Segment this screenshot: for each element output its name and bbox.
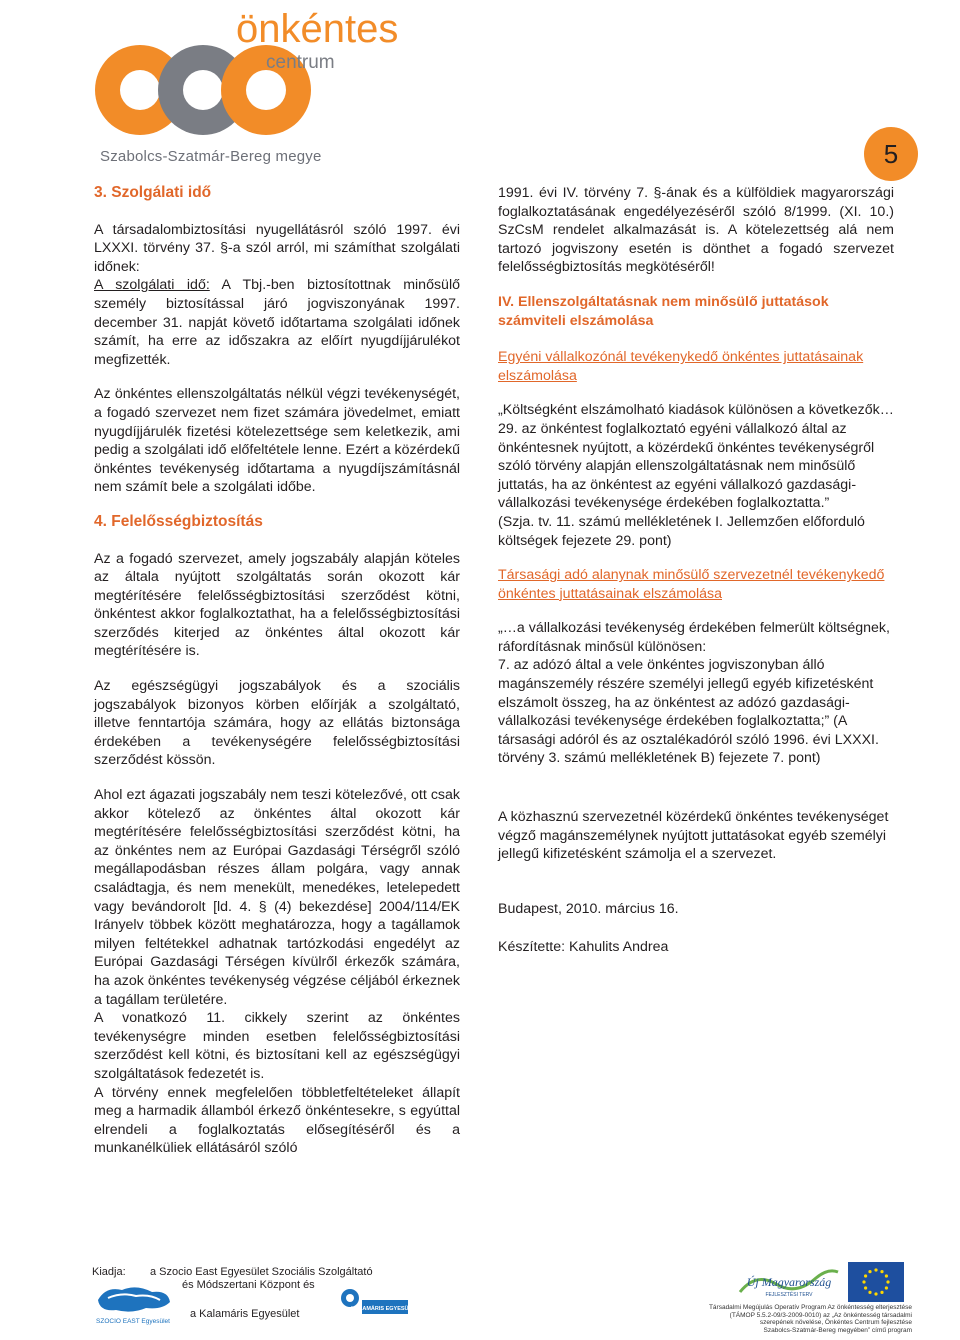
quote-tao-intro: „…a vállalkozási tevékenység érdekében felmerült költségnek, ráfordításnak minősül különösen: bbox=[498, 620, 890, 655]
publisher-line-3: a Kalamáris Egyesület bbox=[190, 1308, 300, 1320]
program-line-3: szerepének növelése, Önkéntes Centrum fejlesztése bbox=[759, 1319, 912, 1327]
section-4-paragraph-4: A vonatkozó 11. cikkely szerint az önkéntes tevékenységre minden esetben felelősségbiztosítási szerződést kell kötni, és biztosítani kell az egészségügyi szolgáltatások fedezetét is. bbox=[94, 1010, 460, 1082]
szocio-logo-text: SZOCIO EAST Egyesület bbox=[96, 1318, 170, 1325]
section-3-definition: A Tbj.-ben biztosítottnak minősülő személy biztosítással járó jogviszonyának 1997. december 31. napját követő időtartama szolgálati időnek számít, ha erre az időszakra az előírt nyugdíjjárulékot megfizették. bbox=[94, 277, 460, 368]
section-4-paragraph-1: Az a fogadó szervezet, amely jogszabály alapján köteles az általa nyújtott szolgáltatás során okozott kár megtérítésére felelősségbiztosítási szerződést kötni, önkéntest akkor foglalkoztathat, ha a felelősségbiztosítási szerződés kiterjed az önkéntes által okozott kár megtérítésére is. bbox=[94, 550, 460, 660]
subsection-tarsasagi-ado: Társasági adó alanynak minősülő szervezetnél tevékenykedő önkéntes juttatásainak elszámolása bbox=[498, 567, 885, 602]
subsection-egyeni-vallalkozo: Egyéni vállalkozónál tevékenykedő önkéntes juttatásainak elszámolása bbox=[498, 349, 864, 384]
program-line-1: Társadalmi Megújulás Operatív Program Az önkéntesség elterjesztése bbox=[708, 1304, 912, 1311]
right-column bbox=[498, 184, 894, 973]
place-and-date: Budapest, 2010. március 16. bbox=[498, 900, 679, 917]
kalamaris-logo-text: KALAMÁRIS EGYESÜLET bbox=[351, 1306, 419, 1312]
um-logo-text: Új Magyarország bbox=[746, 1275, 832, 1289]
quote-szja: „Költségként elszámolható kiadások különösen a következők…29. az önkéntest foglalkoztató egyéni vállalkozó által az önkéntesnek nyújtott, a közérdekű önkéntes tevékenységről szóló törvény alapján ellenszolgáltatásnak nem minősülő juttatás, ha az önkéntest az egyéni vállalkozó gazdasági-vállalkozási tevékenysége érdekében foglalkoztatta.” bbox=[498, 402, 894, 512]
kalamaris-logo bbox=[338, 1284, 419, 1328]
logo-circle-orange-2-hole bbox=[246, 70, 286, 110]
logo-main-text: önkéntes bbox=[236, 7, 399, 51]
logo-circle-orange-hole bbox=[120, 70, 160, 110]
program-line-2: (TÁMOP 5.5.2-09/3-2009-0010) az „Az önkéntesség társadalmi bbox=[729, 1311, 912, 1319]
quote-szja-reference: (Szja. tv. 11. számú mellékletének I. Jellemzően előforduló költségek fejezete 29. pont) bbox=[498, 513, 865, 549]
section-3-title: 3. Szolgálati idő bbox=[94, 184, 212, 201]
section-4-paragraph-2: Az egészségügyi jogszabályok és a szociális jogszabályok bizonyos körben előírják a szolgáltató, illetve fenntartója számára, hogy az ellátás biztonsága érdekében a tevékenységére felelősségbiztosítási szerződést kössön. bbox=[94, 678, 460, 769]
kozhasznu-paragraph: A közhasznú szervezetnél közérdekű önkéntes tevékenységet végző magánszemélynek nyújtott juttatásokat egyéb személyi jellegű kifizetésként számolja el a szervezet. bbox=[498, 809, 889, 863]
region-name: Szabolcs-Szatmár-Bereg megye bbox=[100, 148, 322, 165]
szolgalati-ido-link: A szolgálati idő: bbox=[94, 277, 210, 294]
program-line-4: Szabolcs-Szatmár-Bereg megyében” című program bbox=[763, 1326, 912, 1334]
section-3-intro: A társadalombiztosítási nyugellátásról szóló 1997. évi LXXXI. törvény 37. §-a szól arról, mi számíthat szolgálati időnek: bbox=[94, 221, 460, 275]
logo-sub-text: centrum bbox=[266, 52, 335, 73]
eu-flag-icon bbox=[848, 1262, 904, 1302]
uj-magyarorszag-logo bbox=[736, 1262, 842, 1302]
publisher-line-2: és Módszertani Központ és bbox=[182, 1279, 315, 1291]
logo-circle-gray-hole bbox=[183, 70, 223, 110]
section-4-paragraph-3: Ahol ezt ágazati jogszabály nem teszi kötelezővé, ott csak akkor kötelező az önkéntes által okozott kár megtérítésére felelősségbiztosítási szerződést kötni, ha az önkéntes nem az Európai Gazdasági Térségről szóló megállapodásban részes állam polgára, vagy annak családtagja, és nem menekült, menedékes, letelepedett vagy bevándorolt [ld. 4. § (4) bekezdése] 2004/114/EK Irányelv többek között meghatározza, hogy a tagállamok milyen feltétekkel adhatnak tartózkodási engedélyt az Európai Gazdasági Térségen kívülről érkezők számára, ha azok önkéntes tevékenység végzése céljából érkeznek a tagállam területére. bbox=[94, 787, 460, 1008]
section-iv-title: IV. Ellenszolgáltatásnak nem minősülő juttatások számviteli elszámolása bbox=[498, 293, 829, 329]
section-3-paragraph-2: Az önkéntes ellenszolgáltatás nélkül végzi tevékenységét, a fogadó szervezet nem fizet számára jövedelmet, emiatt nyugdíjjárulék fizetési kötelezettsége sem keletkezik, ami pedig a szolgálati idő előfeltétele lenne. Ezért a közérdekű önkéntes tevékenység időtartama a nyugdíjszámításnál nem számít bele a szolgálati időbe. bbox=[94, 386, 460, 496]
section-4-paragraph-5: A törvény ennek megfelelően többletfeltételeket állapít meg a harmadik államból érkező önkéntesekre, s egyúttal elrendeli a foglalkoztatás elősegítéséről és a munkanélküliek ellátásáról szóló bbox=[94, 1084, 460, 1157]
szocio-east-logo bbox=[92, 1280, 174, 1326]
um-logo-subtext: FEJLESZTÉSI TERV bbox=[765, 1292, 813, 1298]
section-4-title: 4. Felelősségbiztosítás bbox=[94, 512, 263, 530]
publisher-label: Kiadja: bbox=[92, 1266, 126, 1278]
right-paragraph-continuation: 1991. évi IV. törvény 7. §-ának és a külföldiek magyarországi foglalkoztatásának engedélyezéséről szóló 8/1999. (XI. 10.) SzCsM rendelet alkalmazását is. A kötelezettség alá nem tartozó jogviszony esetén is dönthet a fogadó szervezet felelősségbiztosítás megkötéséről! bbox=[498, 185, 894, 276]
author: Készítette: Kahulits Andrea bbox=[498, 939, 669, 956]
publisher-line-1: a Szocio East Egyesület Szociális Szolgáltató bbox=[150, 1266, 373, 1278]
program-info bbox=[648, 1304, 912, 1334]
page-number: 5 bbox=[864, 127, 918, 181]
section-3-paragraph-1 bbox=[94, 221, 460, 370]
left-column bbox=[94, 184, 460, 1158]
footer bbox=[0, 1258, 960, 1340]
quote-tao-body: 7. az adózó által a vele önkéntes jogviszonyban álló magánszemély részére személyi jellegű egyéb kifizetésként elszámolt összeg, ha az önkéntest az adózó gazdasági-vállalkozási tevékenysége érdekében foglalkoztatta;” (A társasági adóról és az osztalékadóról szóló 1996. évi LXXXI. törvény 3. számú mellékletének B) fejezete 7. pont) bbox=[498, 657, 879, 767]
